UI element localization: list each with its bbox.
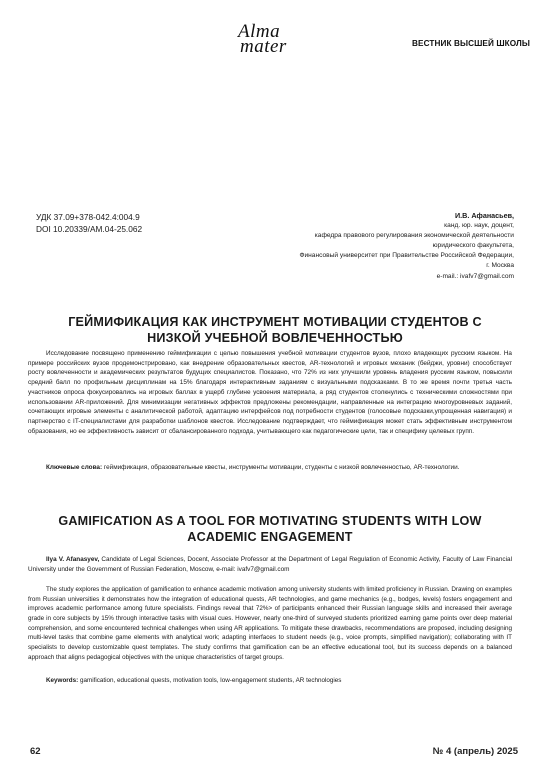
journal-name: ВЕСТНИК ВЫСШЕЙ ШКОЛЫ <box>412 39 530 48</box>
journal-logo <box>238 21 338 57</box>
affiliation-line: канд. юр. наук, доцент, <box>444 222 514 230</box>
abstract-en-text: The study explores the application of gamification to enhance academic motivation among university students with limited proficiency in Russian. Drawing on examples from Russian universities it demonstrates how the integration of educational quests, AR technologies, and game mechanics (e.g., bodges, levels) fosters engagement and improves academic performance among future specialists. Findings reveal that 72%> of participants enhanced their Russian language skills and increased their average grade in core subjects by 15% through interactive tasks with visual cues. However, nearly one-third of surveyed students prioritized earning game points over deep material comprehension, and some encountered technical challenges when using AR applications. To mitigate these drawbacks, recommendations are proposed, including designing multi-level tasks that combine game elements with analytical work; adapting interfaces to student needs (e.g., voice prompts, simplified navigation); collaborating with IT specialists to develop customizable quest templates. The study confirms that gamification can be an effective educational tool, but its success depends on a balanced approach that aligns pedagogical objectives with the unique characteristics of target groups. <box>28 586 512 661</box>
affiliation-line: юридического факультета, <box>432 242 514 250</box>
author-block-ru <box>174 211 514 282</box>
author-name-ru: И.В. Афанасьев, <box>455 211 514 220</box>
affiliation-line: г. Москва <box>486 262 514 270</box>
page-number: 62 <box>30 746 41 757</box>
abstract-ru-text: Исследование посвящено применению геймификации с целью повышения учебной мотивации студентов вузов, плохо владеющих русским языком. На примере российских вузов продемонстрировано, как внедрение образовательных квестов, AR-технологий и игровых механик (бейджи, уровни) способствует росту вовлеченности и академических результатов будущих специалистов. Показано, что 72% из них улучшили уровень владения русским языком, повысили средний балл по профильным дисциплинам на 15% благодаря интерактивным заданиям с визуальными подсказками. В то же время почти третья часть участников опроса фокусировались на игровых баллах в ущерб глубине усвоения материала, а ряд студентов столкнулись с техническими сложностями при использовании AR-приложений. Для минимизации негативных эффектов предложены рекомендации, направленные на интеграцию многоуровневых заданий, сочетающих игровые элементы с аналитической работой, адаптацию интерфейсов под потребности студентов (голосовые подсказки,упрощенная навигация) и партнерство с IT-специалистами для разработки шаблонов квестов. Исследование подтверждает, что геймификация может стать эффективным инструментом образования, но ее эффективность зависит от сбалансированного подхода, учитывающего как педагогические цели, так и специфику целевых групп. <box>28 350 512 435</box>
author-info-en: Candidate of Legal Sciences, Docent, Associate Professor at the Department of Legal Regulation of Economic Activity, Faculty of Law Financial University under the Government of Russian Federation, Moscow, e-mail: ivafv7@gmail.com <box>28 556 512 573</box>
author-block-en <box>28 555 512 574</box>
article-title-ru: ГЕЙМИФИКАЦИЯ КАК ИНСТРУМЕНТ МОТИВАЦИИ СТУДЕНТОВ С НИЗКОЙ УЧЕБНОЙ ВОВЛЕЧЕННОСТЬЮ <box>68 315 482 345</box>
keywords-en <box>28 676 512 686</box>
article-identifiers <box>36 212 142 235</box>
doi: DOI 10.20339/AM.04-25.062 <box>36 223 143 234</box>
keywords-ru-label: Ключевые слова: <box>46 464 103 471</box>
abstract-en <box>28 585 512 662</box>
keywords-en-list: gamification, educational quests, motivation tools, low-engagement students, AR technologies <box>79 677 342 684</box>
abstract-ru <box>28 349 512 436</box>
article-title-en: GAMIFICATION AS A TOOL FOR MOTIVATING STUDENTS WITH LOW ACADEMIC ENGAGEMENT <box>58 514 482 544</box>
author-email-ru: e-mail.: ivafv7@gmail.com <box>436 272 514 280</box>
keywords-en-label: Keywords: <box>46 677 79 684</box>
logo-line-2: mater <box>240 36 287 57</box>
affiliation-line: Финансовый университет при Правительстве Российской Федерации, <box>299 252 514 260</box>
keywords-ru <box>28 463 512 473</box>
author-name-en: Ilya V. Afanasyev, <box>46 556 100 563</box>
udc-code: УДК 37.09+378-042.4:004.9 <box>36 212 140 222</box>
issue-info: № 4 (апрель) 2025 <box>432 746 518 757</box>
keywords-ru-list: геймификация, образовательные квесты, инструменты мотивации, студенты с низкой вовлеченностью, AR-технологии. <box>103 464 460 471</box>
logo-line-1: Alma <box>238 21 281 42</box>
affiliation-line: кафедра правового регулирования экономической деятельности <box>314 232 514 240</box>
